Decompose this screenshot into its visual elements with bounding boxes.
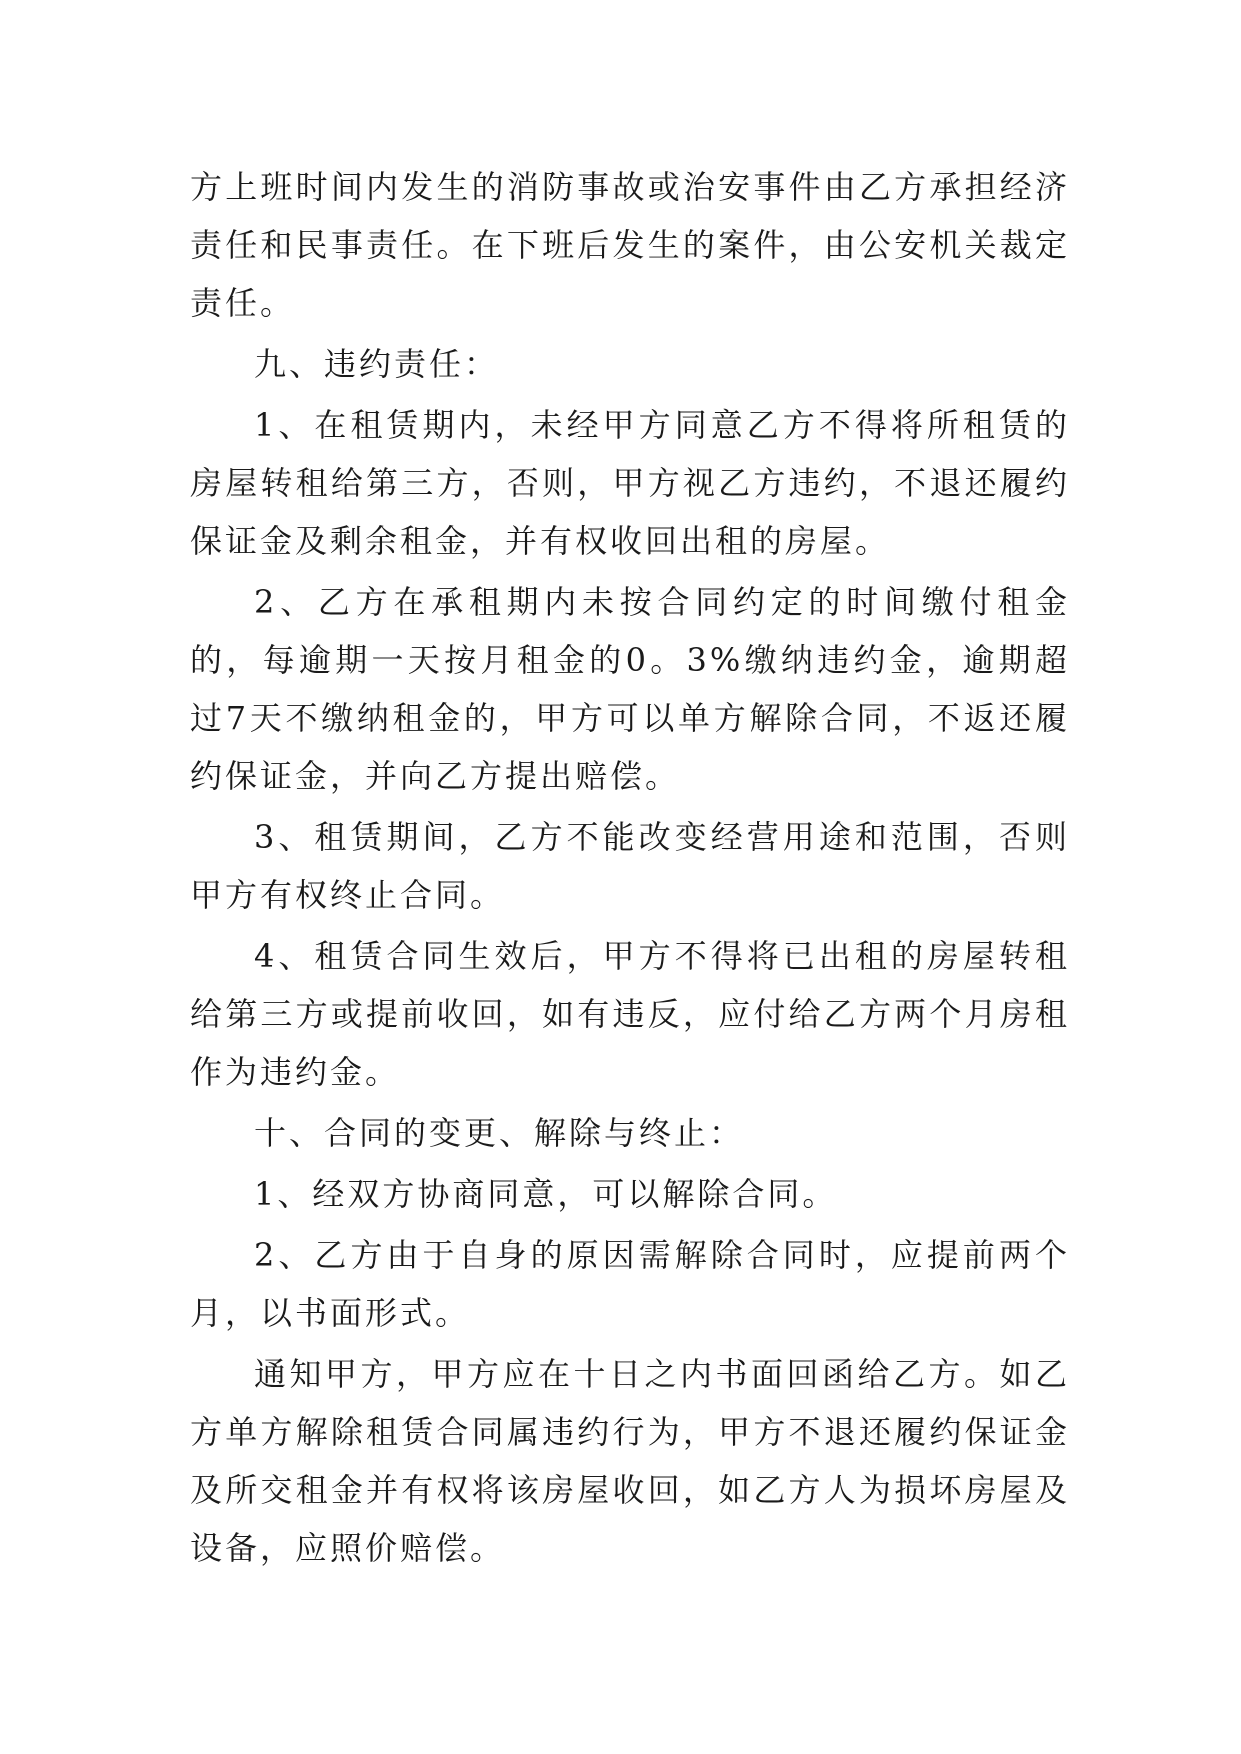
clause-change-notice: 通知甲方，甲方应在十日之内书面回函给乙方。如乙方单方解除租赁合同属违约行为，甲方不退还履约保证金及所交租金并有权将该房屋收回，如乙方人为损坏房屋及设备，应照价赔偿。 <box>190 1355 1070 1567</box>
clause-change-2: 2、乙方由于自身的原因需解除合同时，应提前两个月，以书面形式。 <box>190 1236 1070 1332</box>
clause-breach-4: 4、租赁合同生效后，甲方不得将已出租的房屋转租给第三方或提前收回，如有违反，应付给乙方两个月房租作为违约金。 <box>190 937 1070 1091</box>
section-heading-contract-change: 十、合同的变更、解除与终止： <box>254 1114 745 1152</box>
clause-change-1: 1、经双方协商同意，可以解除合同。 <box>254 1175 838 1213</box>
paragraph-continuation: 方上班时间内发生的消防事故或治安事件由乙方承担经济责任和民事责任。在下班后发生的案件，由公安机关裁定责任。 <box>190 168 1070 322</box>
clause-breach-2: 2、乙方在承租期内未按合同约定的时间缴付租金的，每逾期一天按月租金的0。3%缴纳违约金，逾期超过7天不缴纳租金的，甲方可以单方解除合同，不返还履约保证金，并向乙方提出赔偿。 <box>190 583 1070 795</box>
section-heading-breach-liability: 九、违约责任： <box>254 345 500 383</box>
clause-breach-1: 1、在租赁期内，未经甲方同意乙方不得将所租赁的房屋转租给第三方，否则，甲方视乙方违约，不退还履约保证金及剩余租金，并有权收回出租的房屋。 <box>190 406 1070 560</box>
document-body <box>190 158 1070 1580</box>
clause-breach-3: 3、租赁期间，乙方不能改变经营用途和范围，否则甲方有权终止合同。 <box>190 818 1070 914</box>
